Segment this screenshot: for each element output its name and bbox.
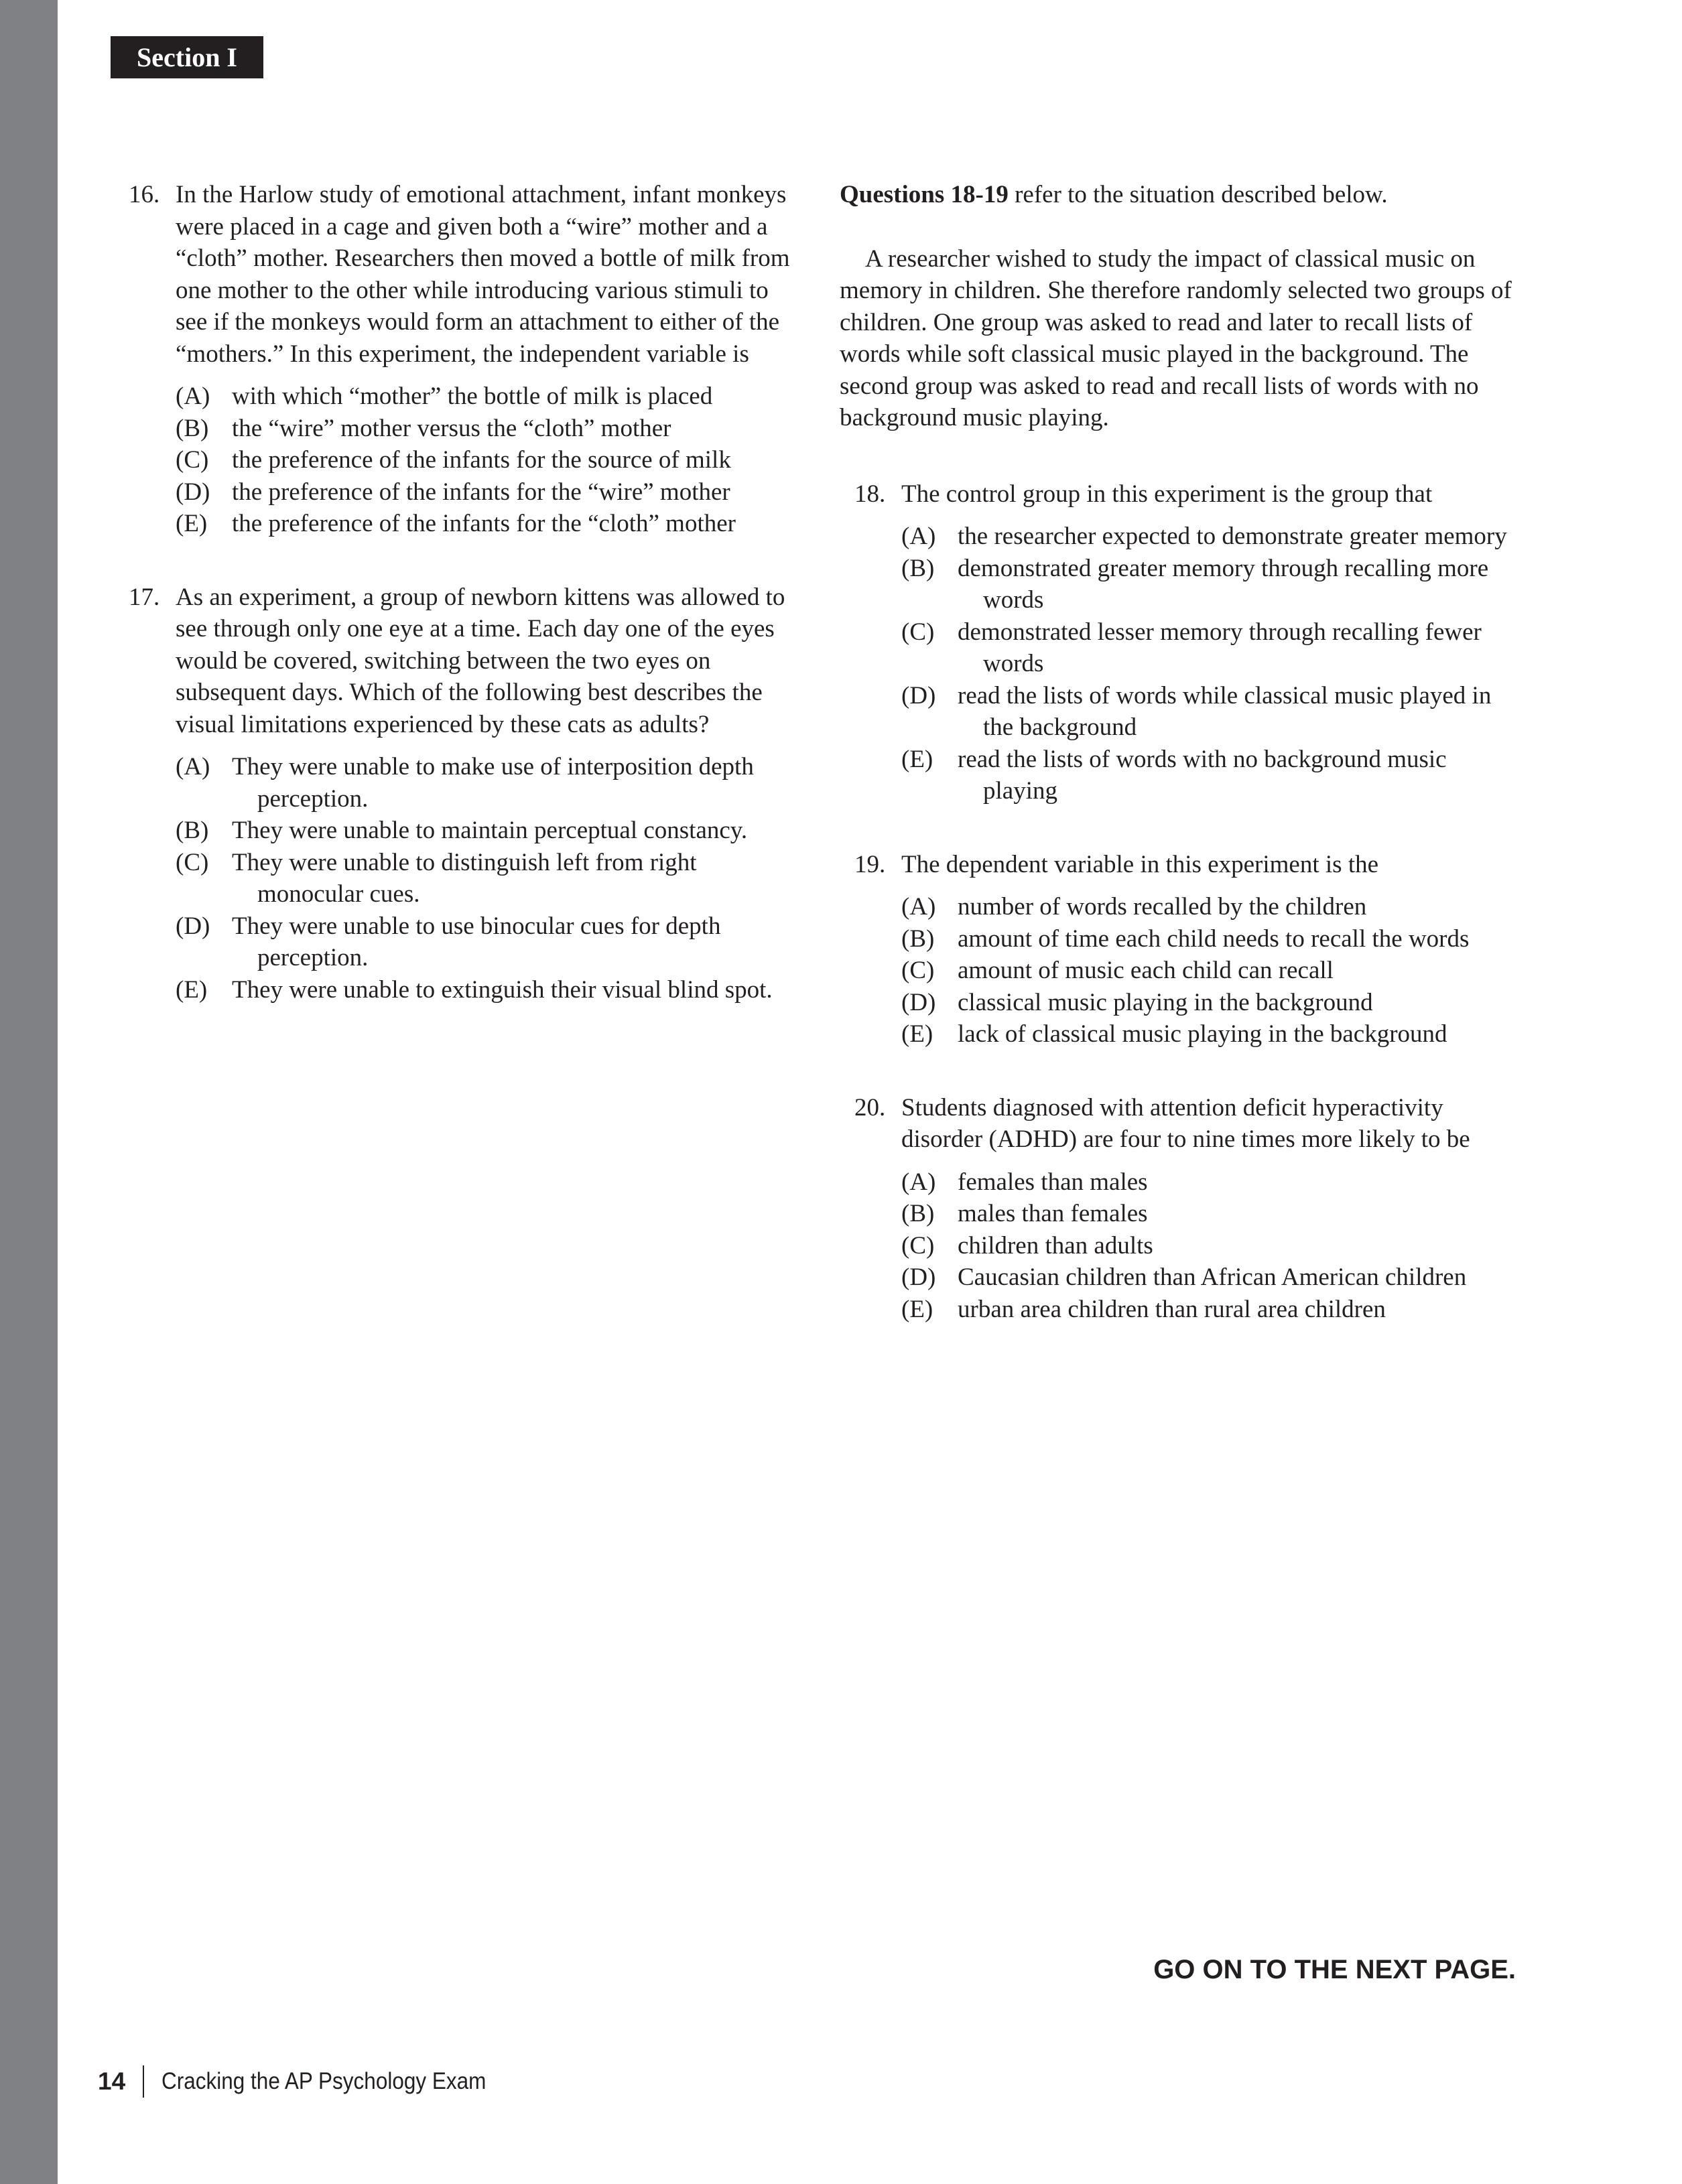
option-text: They were unable to maintain perceptual constancy.	[232, 817, 748, 844]
option-label: (A)	[176, 383, 210, 410]
answer-option	[176, 476, 805, 508]
option-label: (D)	[176, 912, 210, 940]
answer-option	[901, 521, 1523, 553]
option-text: the preference of the infants for the “cloth” mother	[232, 510, 736, 537]
question-number: 19.	[854, 850, 886, 878]
answer-options	[901, 1166, 1523, 1326]
option-text: the preference of the infants for the “wire” mother	[232, 478, 730, 506]
question-stem: In the Harlow study of emotional attachment, infant monkeys were placed in a cage and given both a “wire” mother and a “cloth” mother. Researchers then moved a bottle of milk from one mother to the other while introducing various stimuli to see if the monkeys would form an attachment to either of the “mothers.” In this experiment, the independent variable is	[176, 181, 790, 368]
question-number: 18.	[854, 480, 886, 508]
option-text: children than adults	[958, 1231, 1153, 1259]
answer-option	[901, 923, 1523, 955]
answer-option	[176, 910, 805, 974]
option-label: (C)	[901, 618, 935, 646]
option-label: (B)	[176, 817, 209, 844]
question-20	[854, 1092, 1523, 1326]
option-label: (A)	[176, 753, 210, 780]
answer-option	[901, 553, 1523, 616]
option-label: (E)	[901, 745, 933, 773]
option-label: (E)	[176, 510, 208, 537]
answer-option	[176, 847, 805, 910]
answer-options	[901, 891, 1523, 1050]
option-text: amount of time each child needs to recall the words	[958, 925, 1470, 953]
option-text: They were unable to extinguish their visual blind spot.	[232, 975, 773, 1004]
right-column	[840, 179, 1523, 1325]
option-text: amount of music each child can recall	[958, 957, 1334, 984]
option-text: lack of classical music playing in the background	[958, 1020, 1447, 1048]
page-number: 14	[98, 2067, 126, 2095]
answer-option	[901, 1294, 1523, 1326]
answer-option	[176, 381, 805, 413]
left-column	[129, 179, 805, 1006]
option-label: (B)	[901, 554, 935, 582]
question-19	[854, 849, 1523, 1050]
footer-divider	[143, 2065, 144, 2098]
option-text: urban area children than rural area children	[958, 1295, 1386, 1323]
option-label: (A)	[901, 523, 936, 550]
answer-option	[176, 974, 805, 1006]
question-stem: The dependent variable in this experiment is the	[901, 850, 1379, 878]
question-number: 20.	[854, 1093, 886, 1121]
option-text: Caucasian children than African American children	[958, 1264, 1467, 1291]
answer-options	[901, 521, 1523, 807]
option-label: (B)	[176, 414, 209, 442]
option-text: females than males	[958, 1168, 1148, 1196]
option-label: (A)	[901, 893, 936, 920]
question-number: 17.	[129, 583, 160, 611]
option-text: read the lists of words with no background music playing	[958, 745, 1447, 805]
answer-option	[901, 616, 1523, 680]
option-label: (D)	[901, 988, 936, 1016]
answer-option	[901, 1230, 1523, 1262]
book-title: Cracking the AP Psychology Exam	[161, 2068, 487, 2094]
page-margin-bar	[0, 0, 58, 2184]
option-text: read the lists of words while classical music played in the background	[958, 681, 1492, 741]
reading-passage: A researcher wished to study the impact of classical music on memory in children. She therefore randomly selected two groups of children. One group was asked to read and later to recall lists of words while soft classical music played in the background. The second group was asked to read and recall lists of words with no background music playing.	[840, 245, 1512, 431]
question-17	[129, 582, 805, 1006]
question-set-intro	[840, 179, 1523, 211]
go-on-notice: GO ON TO THE NEXT PAGE.	[1153, 1955, 1516, 1984]
option-text: the researcher expected to demonstrate greater memory	[958, 523, 1507, 550]
answer-option	[901, 1261, 1523, 1294]
option-text: demonstrated greater memory through recalling more words	[958, 554, 1489, 614]
answer-option	[901, 891, 1523, 923]
question-18	[854, 478, 1523, 807]
option-label: (E)	[901, 1295, 933, 1323]
answer-options	[176, 751, 805, 1006]
section-tab: Section I	[111, 36, 263, 78]
answer-option	[176, 444, 805, 476]
answer-option	[901, 1166, 1523, 1199]
question-stem: As an experiment, a group of newborn kittens was allowed to see through only one eye at a time. Each day one of the eyes would be covered, switching between the two eyes on subsequent days. Which of the following best describes the visual limitations experienced by these cats as adults?	[176, 583, 785, 738]
option-text: males than females	[958, 1200, 1148, 1227]
option-label: (C)	[176, 848, 209, 876]
answer-option	[901, 744, 1523, 807]
question-set-intro-text: refer to the situation described below.	[1008, 181, 1388, 208]
answer-option	[901, 987, 1523, 1019]
option-label: (C)	[176, 446, 209, 474]
option-text: classical music playing in the background	[958, 988, 1373, 1016]
question-set-range: Questions 18-19	[840, 181, 1009, 208]
question-stem: Students diagnosed with attention deficit hyperactivity disorder (ADHD) are four to nine times more likely to be	[901, 1093, 1470, 1153]
option-label: (B)	[901, 925, 935, 953]
question-number: 16.	[129, 181, 160, 208]
option-label: (B)	[901, 1200, 935, 1227]
answer-option	[901, 1198, 1523, 1230]
option-label: (C)	[901, 1231, 935, 1259]
question-16	[129, 179, 805, 540]
answer-option	[901, 680, 1523, 744]
option-label: (E)	[901, 1020, 933, 1048]
answer-option	[176, 413, 805, 445]
option-text: number of words recalled by the children	[958, 893, 1367, 920]
option-text: the “wire” mother versus the “cloth” mother	[232, 414, 671, 442]
option-text: They were unable to use binocular cues for depth perception.	[232, 912, 721, 971]
option-text: They were unable to distinguish left from right monocular cues.	[232, 848, 697, 908]
answer-options	[176, 381, 805, 540]
option-label: (E)	[176, 975, 208, 1004]
option-label: (C)	[901, 957, 935, 984]
answer-option	[176, 751, 805, 815]
answer-option	[901, 955, 1523, 987]
page-footer	[98, 2065, 522, 2098]
option-label: (D)	[901, 1264, 936, 1291]
question-stem: The control group in this experiment is the group that	[901, 480, 1433, 508]
option-text: demonstrated lesser memory through recalling fewer words	[958, 618, 1482, 677]
option-text: with which “mother” the bottle of milk is placed	[232, 383, 713, 410]
option-text: the preference of the infants for the source of milk	[232, 446, 731, 474]
option-text: They were unable to make use of interposition depth perception.	[232, 753, 754, 813]
answer-option	[176, 815, 805, 847]
answer-option	[901, 1018, 1523, 1050]
option-label: (D)	[901, 681, 936, 709]
option-label: (D)	[176, 478, 210, 506]
answer-option	[176, 508, 805, 540]
option-label: (A)	[901, 1168, 936, 1196]
